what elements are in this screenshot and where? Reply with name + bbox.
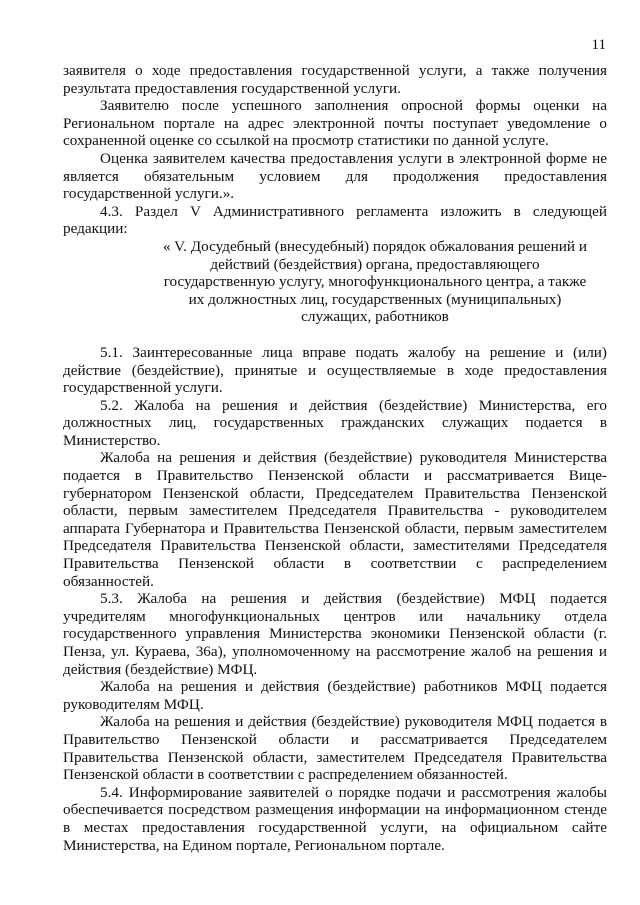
paragraph-minister-complaint: Жалоба на решения и действия (бездействие) руководителя Министерства подается в Правительство Пензенской области и рассматривается Вице-губернатором Пензенской области, Председателем Правительства Пензенской области, первым заместителем Председателя Правительства - руководителем аппарата Губернатора и Правительства Пензенской области, первым заместителем Председателя Правительства Пензенской области, заместителями Председателя Правительства Пензенской области в соответствии с распределением обязанностей. bbox=[63, 449, 607, 590]
paragraph-5-3: 5.3. Жалоба на решения и действия (бездействие) МФЦ подается учредителям многофункциональных центров или начальнику отдела государственного управления Министерства экономики Пензенской области (г. Пенза, ул. Кураева, 36а), уполномоченному на рассмотрение жалоб на решения и действия (бездействие) МФЦ. bbox=[63, 590, 607, 678]
paragraph-5-1: 5.1. Заинтересованные лица вправе подать жалобу на решение и (или) действие (бездействие), принятые и осуществляемые в ходе предоставления государственной услуги. bbox=[63, 343, 607, 397]
paragraph-continuation: заявителя о ходе предоставления государственной услуги, а также получения результата предоставления государственной услуги. bbox=[63, 62, 607, 97]
paragraph-5-2: 5.2. Жалоба на решения и действия (бездействие) Министерства, его должностных лиц, государственных гражданских служащих подается в Министерство. bbox=[63, 396, 607, 449]
spacer bbox=[63, 326, 607, 344]
paragraph-5-4: 5.4. Информирование заявителей о порядке подачи и рассмотрения жалобы обеспечивается посредством размещения информации на информационном стенде в местах предоставления государственной услуги, на официальном сайте Министерства, на Едином портале, Региональном портале. bbox=[63, 783, 607, 854]
document-body bbox=[63, 62, 607, 854]
paragraph-mfc-workers: Жалоба на решения и действия (бездействие) работников МФЦ подается руководителям МФЦ. bbox=[63, 678, 607, 713]
section-heading: « V. Досудебный (внесудебный) порядок обжалования решений и действий (бездействия) органа, предоставляющего государственную услугу, многофункционального центра, а также их должностных лиц, государственных (муниципальных) служащих, работников bbox=[163, 237, 587, 326]
paragraph-section-change: 4.3. Раздел V Административного регламента изложить в следующей редакции: bbox=[63, 202, 607, 238]
page-number: 11 bbox=[591, 37, 606, 53]
paragraph-assessment: Оценка заявителем качества предоставления услуги в электронной форме не является обязательным условием для продолжения предоставления государственной услуги.». bbox=[63, 149, 607, 203]
paragraph-notification: Заявителю после успешного заполнения опросной формы оценки на Региональном портале на адрес электронной почты поступает уведомление о сохраненной оценке со ссылкой на просмотр статистики по данной услуге. bbox=[63, 97, 607, 150]
paragraph-mfc-head: Жалоба на решения и действия (бездействие) руководителя МФЦ подается в Правительство Пензенской области и рассматривается Председателем Правительства Пензенской области, заместителем Председателя Правительства Пензенской области в соответствии с распределением обязанностей. bbox=[63, 713, 607, 784]
